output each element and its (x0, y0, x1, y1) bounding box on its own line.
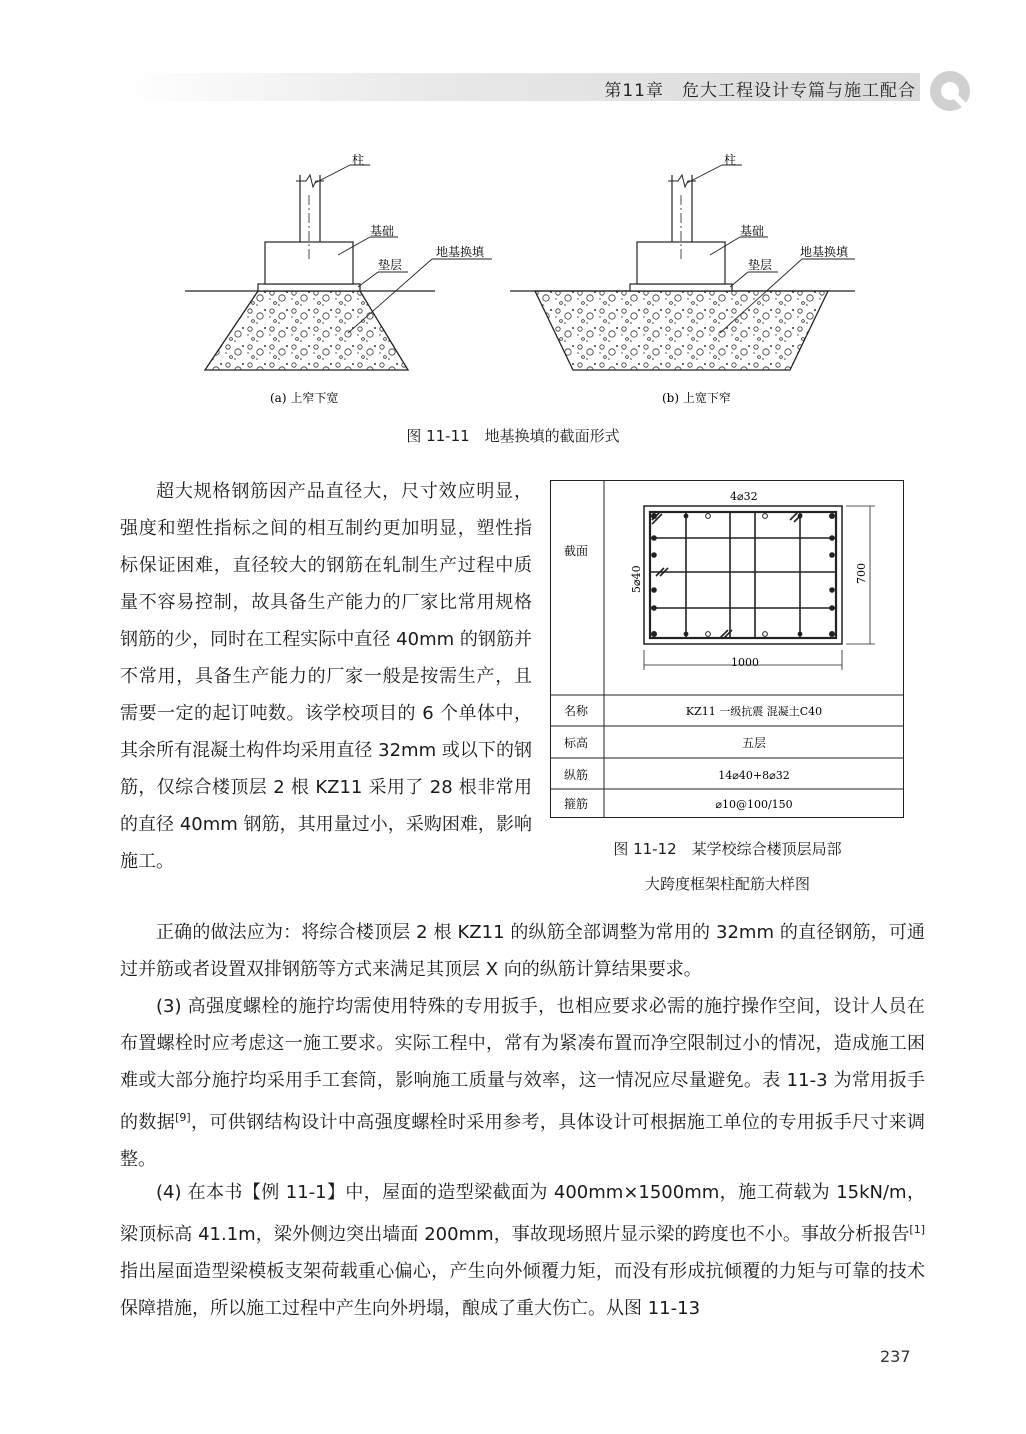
height-dimension: 700 (855, 563, 868, 584)
figure-b-drawing (510, 165, 855, 370)
paragraph-large-rebar: 超大规格钢筋因产品直径大，尺寸效应明显，强度和塑性指标之间的相互制约更加明显，塑性指标保证困难，直径较大的钢筋在轧制生产过程中质量不容易控制，故具备生产能力的厂家比常用规格钢筋的少，同时在工程实际中直径 40mm 的钢筋并不常用，具备生产能力的厂家一般是按需生产，且需要一定的起订吨数。该学校项目的 6 个单体中，其余所有混凝土构件均采用直径 32mm 或以下的钢筋，仅综合楼顶层 2 根 KZ11 采用了 28 根非常用的直径 40mm 钢筋，其用量过小，采购困难，影响施工。 (120, 481, 532, 872)
label-b-cushion: 垫层 (748, 258, 773, 272)
citation-9: [9] (175, 1111, 191, 1124)
label-b-foundation: 基础 (740, 224, 765, 238)
row-stirrup-value: ⌀10@100/150 (715, 798, 793, 811)
row-name-key: 名称 (564, 704, 589, 718)
label-a-backfill: 地基换填 (436, 245, 485, 259)
paragraph-example-beam-text-a: (4) 在本书【例 11-1】中，屋面的造型梁截面为 400mm×1500mm，施工荷载为 15kN/m，梁顶标高 41.1m，梁外侧边突出墙面 200mm，事故现场照片显示梁的跨度也不小。事故分析报告 (120, 1182, 925, 1245)
row-elevation-key: 标高 (564, 736, 589, 750)
subcaption-b: (b) 上宽下窄 (662, 391, 731, 405)
paragraph-bolt-wrench-text-b: ，可供钢结构设计中高强度螺栓时采用参考，具体设计可根据施工单位的专用扳手尺寸来调整。 (120, 1112, 925, 1170)
row-long-rebar-value: 14⌀40+8⌀32 (718, 769, 790, 782)
page-number: 237 (880, 1347, 911, 1366)
paragraph-correct-approach: 正确的做法应为：将综合楼顶层 2 根 KZ11 的纵筋全部调整为常用的 32mm 的直径钢筋，可通过并筋或者设置双排钢筋等方式来满足其顶层 X 向的纵筋计算结果要求。 (120, 922, 925, 980)
label-a-column: 柱 (352, 153, 365, 167)
paragraph-example-beam (120, 1174, 925, 1327)
chapter-title: 第11章 危大工程设计专篇与施工配合 (604, 81, 916, 101)
row-name-value: KZ11 一级抗震 混凝土C40 (685, 705, 823, 718)
label-a-cushion: 垫层 (378, 258, 403, 272)
figure-11-11-caption: 图 11-11 地基换填的截面形式 (406, 427, 620, 445)
figure-11-12 (550, 480, 905, 818)
paragraph-bolt-wrench (120, 988, 925, 1178)
width-dimension: 1000 (731, 656, 759, 669)
top-rebar-label: 4⌀32 (730, 490, 758, 503)
label-a-foundation: 基础 (370, 224, 395, 238)
label-b-column: 柱 (724, 153, 737, 167)
row-long-rebar-key: 纵筋 (564, 768, 589, 782)
figure-11-12-caption-line2: 大跨度框架柱配筋大样图 (644, 875, 810, 893)
chapter-logo-icon (928, 69, 972, 113)
figure-a-drawing (185, 165, 492, 370)
side-rebar-label: 5⌀40 (630, 565, 643, 593)
figure-11-12-caption-line1: 图 11-12 某学校综合楼顶层局部 (613, 840, 842, 858)
row-elevation-value: 五层 (741, 736, 767, 750)
subcaption-a: (a) 上窄下宽 (270, 391, 339, 405)
figure-11-11 (180, 145, 860, 415)
paragraph-example-beam-text-b: 指出屋面造型梁模板支架荷载重心偏心，产生向外倾覆力矩，而没有形成抗倾覆的力矩与可靠的技术保障措施，所以施工过程中产生向外坍塌，酿成了重大伤亡。从图 11-13 (120, 1261, 925, 1319)
label-b-backfill: 地基换填 (800, 245, 849, 259)
section-label: 截面 (564, 544, 589, 558)
paragraph-bolt-wrench-text-a: (3) 高强度螺栓的施拧均需使用特殊的专用扳手，也相应要求必需的施拧操作空间，设计人员在布置螺栓时应考虑这一施工要求。实际工程中，常有为紧凑布置而净空限制过小的情况，造成施工困难或大部分施拧均采用手工套筒，影响施工质量与效率，这一情况应尽量避免。表 11-3 为常用扳手的数据 (120, 996, 925, 1133)
row-stirrup-key: 箍筋 (564, 797, 589, 811)
citation-1: [1] (909, 1223, 925, 1236)
